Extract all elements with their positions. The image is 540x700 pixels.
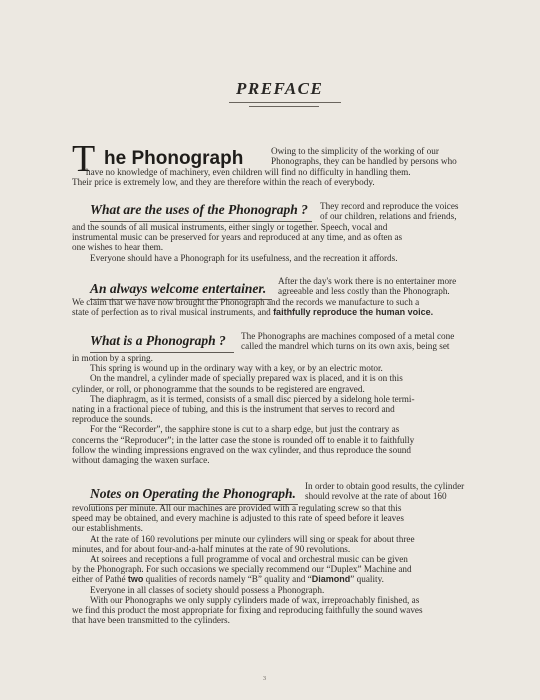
drop-cap: T	[72, 138, 96, 180]
section-heading-what-is: What is a Phonograph ?	[90, 333, 226, 348]
bold-word-diamond: Diamond	[311, 574, 351, 585]
section5-side-text: In order to obtain good results, the cylinder should revolve at the rate of about 160	[305, 481, 465, 502]
section-heading-operating: Notes on Operating the Phonograph.	[90, 486, 296, 501]
title-rule-short	[249, 106, 319, 107]
section4-side-text: The Phonographs are machines composed of a metal cone called the mandrel which turns on its own axis, being set	[241, 331, 455, 352]
section-heading-entertainer: An always welcome entertainer.	[90, 281, 267, 296]
page-number: 3	[263, 676, 266, 682]
section5-body: revolutions per minute. All our machines are provided with a regulating screw so that this speed may be obtained, and every machine is adjusted to this rate of speed before it leaves our establishments. At the rate of 160 revolutions per minute our cylinders will sing or speak for about three minutes, and for about four-and-a-half minutes at the rate of 90 revolutions. At soirees and receptions a full programme of vocal and orchestral music can be given by the Phonograph. For such occasions we specially recommend our “Duplex” Machine and either of Pathé two qualities of records namely “B” quality and “Diamond” quality. Everyone in all classes of society should possess a Phonograph. With our Phonographs we only supply cylinders made of wax, irreproachably finished, as we find this product the most appropriate for fixing and reproducing faithfully the sound waves that have been transmitted to the cylinders.	[72, 503, 423, 626]
section-heading-phonograph: he Phonograph	[104, 148, 244, 169]
section1-body-last: Their price is extremely low, and they are therefore within the reach of everybody.	[72, 177, 375, 187]
section3-side-text: After the day's work there is no entertainer more agreeable and less costly than the Phonograph.	[278, 276, 457, 297]
section-heading-uses: What are the uses of the Phonograph ?	[90, 202, 308, 217]
section2-side-text: They record and reproduce the voices of our children, relations and friends,	[320, 201, 459, 222]
section2-body: and the sounds of all musical instruments, either singly or together. Speech, vocal and instrumental music can be preserved for years and reproduced at any time, and as often as one wishes to hear them. Everyone should have a Phonograph for its usefulness, and the recreation it affords.	[72, 222, 403, 263]
section1-body: have no knowledge of machinery, even children will find no difficulty in handling them.	[86, 167, 411, 177]
bold-word-two: two	[127, 574, 144, 585]
section3-body: We claim that we have now brought the Phonograph and the records we manufacture to such a state of perfection as to rival musical instruments, and faithfully reproduce the human voice.	[72, 297, 434, 318]
title-rule	[229, 102, 341, 103]
section1-side-text: Owing to the simplicity of the working of our Phonographs, they can be handled by persons who	[271, 146, 457, 167]
bold-phrase: faithfully reproduce the human voice.	[273, 307, 434, 318]
page-title: PREFACE	[236, 79, 324, 98]
section4-body: in motion by a spring. This spring is wound up in the ordinary way with a key, or by an electric motor. On the mandrel, a cylinder made of specially prepared wax is placed, and it is on this cylinder, or roll, or phonogramme that the sounds to be registered are engraved. The diaphragm, as it is termed, consists of a small disc pierced by a sidelong hole termi- nating in a fractional piece of tubing, and this is the instrument that serves to record and reproduce the sounds. For the “Recorder”, the sapphire stone is cut to a sharp edge, but just the contrary as concerns the “Reproducer”; in the latter case the stone is rounded off to enable it to faithfully follow the winding impressions engraved on the wax cylinder, and thus reproduce the sound without damaging the waxen surface.	[72, 353, 415, 466]
